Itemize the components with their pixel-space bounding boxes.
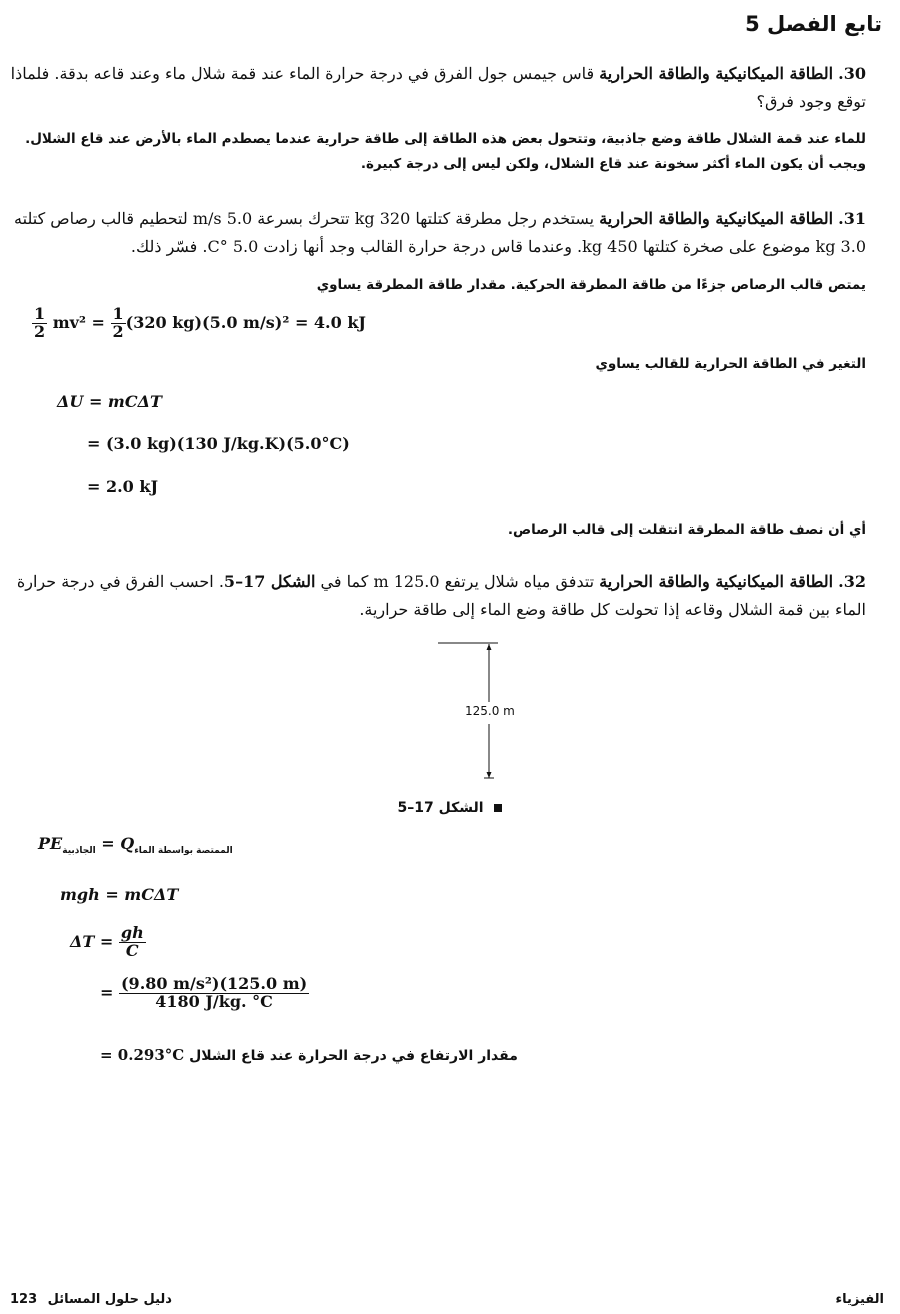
q-subscript: الممتصة بواسطة الماء (134, 846, 233, 857)
equation-kinetic-energy: $\frac{1}{2}$ mv² = $\frac{1}{2}$ (320 kg)(5.0 m/s)² = 4.0 kJ (34, 304, 366, 341)
symbol-pe: PE (38, 834, 63, 853)
footer-subject: الفيزياء (835, 1292, 884, 1307)
question-30 (2, 60, 866, 116)
equation-delta-t (70, 925, 146, 960)
answer-31-conclusion: أي أن نصف طاقة المطرقة انتقلت إلى قالب الرصاص. (507, 522, 866, 538)
delta-t-label: ΔT = (70, 931, 114, 951)
question-number: 31. (838, 209, 866, 228)
equation-substitution: = (3.0 kg)(130 J/kg.K)(5.0°C) (87, 434, 350, 453)
pe-subscript: الجاذبية (62, 846, 96, 857)
question-text: تتدفق مياه شلال يرتفع 125.0 m كما في (320, 572, 595, 591)
fraction-gh-over-c (119, 925, 146, 960)
final-result (100, 1046, 518, 1064)
fraction-numerator: (9.80 m/s²)(125.0 m) (120, 974, 308, 993)
result-label: مقدار الارتفاع في درجة الحرارة عند قاع الشلال (189, 1048, 518, 1064)
figure-caption (0, 800, 900, 816)
thermal-change-label: التغير في الطاقة الحرارية للقالب يساوي (595, 356, 866, 372)
fraction-denominator: 4180 J/kg. °C (155, 991, 273, 1011)
answer-31-intro: يمتص قالب الرصاص جزءًا من طاقة المطرقة الحركية. مقدار طاقة المطرقة يساوي (316, 277, 866, 293)
arrow-down-icon (487, 772, 492, 778)
question-number: 30. (838, 64, 866, 83)
question-text: قاس جيمس جول الفرق في درجة حرارة الماء عند قمة شلال ماء وعند قاعه بدقة. فلماذا توقع وجود فرق؟ (10, 64, 866, 111)
question-text: يستخدم رجل مطرقة كتلتها 320 kg تتحرك بسرعة 5.0 m/s لتحطيم قالب رصاص كتلته 3.0 kg موضوع على صخرة كتلتها 450 kg. وعندما قاس درجة حرارة القالب وجد أنها زادت 5.0 °C. فسّر ذلك. (14, 209, 866, 256)
question-number: 32. (838, 572, 866, 591)
footer-guide-title: دليل حلول المسائل (47, 1292, 172, 1307)
fraction-numerator: gh (120, 923, 144, 942)
fraction-numeric (119, 976, 309, 1011)
page-header-title: تابع الفصل 5 (745, 12, 882, 36)
square-bullet-icon (494, 804, 502, 812)
arrow-up-icon (487, 644, 492, 650)
equation-delta-u: ΔU = mCΔT (57, 392, 162, 411)
fraction-half: $\frac{1}{2}$ (34, 304, 46, 341)
equation-result: = 2.0 kJ (87, 477, 159, 496)
question-text: . احسب الفرق في درجة حرارة الماء بين قمة الشلال وقاعه إذا تحولت كل طاقة وضع الماء إلى طاقة حرارية. (16, 572, 866, 619)
equation-numeric-substitution: = $\frac{\text{(9.80 m/s²)(125.0 m)}}{4180 J/kg. ^\circ C}$ (100, 974, 308, 1011)
symbol-q: Q (120, 834, 135, 853)
footer-guide (10, 1292, 172, 1307)
kinetic-energy-rhs: (320 kg)(5.0 m/s)² = 4.0 kJ (125, 312, 366, 332)
question-topic: الطاقة الميكانيكية والطاقة الحرارية (599, 209, 834, 228)
equation-mgh: mgh = mCΔT (60, 885, 179, 904)
figure-caption-text: الشكل 17–5 (397, 800, 484, 816)
figure-reference: الشكل 17–5 (223, 572, 316, 591)
figure-height-label: 125.0 m (465, 704, 515, 718)
question-topic: الطاقة الميكانيكية والطاقة الحرارية (599, 572, 834, 591)
answer-30: للماء عند قمة الشلال طاقة وضع جاذبية، وتتحول بعض هذه الطاقة إلى طاقة حرارية عندما يصطدم الماء بالأرض عند قاع الشلال. ويجب أن يكون الماء أكثر سخونة عند قاع الشلال، ولكن ليس إلى درجة كبيرة. (25, 131, 866, 172)
fraction-denominator: C (125, 940, 139, 960)
fraction-half: $\frac{1}{2}$ (112, 304, 124, 341)
question-32 (2, 568, 866, 624)
question-31 (2, 205, 866, 261)
question-topic: الطاقة الميكانيكية والطاقة الحرارية (599, 64, 834, 83)
result-value: = 0.293°C (100, 1046, 185, 1064)
page-number: 123 (10, 1292, 38, 1307)
equation-energy-balance: $PE_{الجاذبية} = Q_{الممتصة بواسطة الماء}$ (38, 834, 233, 857)
